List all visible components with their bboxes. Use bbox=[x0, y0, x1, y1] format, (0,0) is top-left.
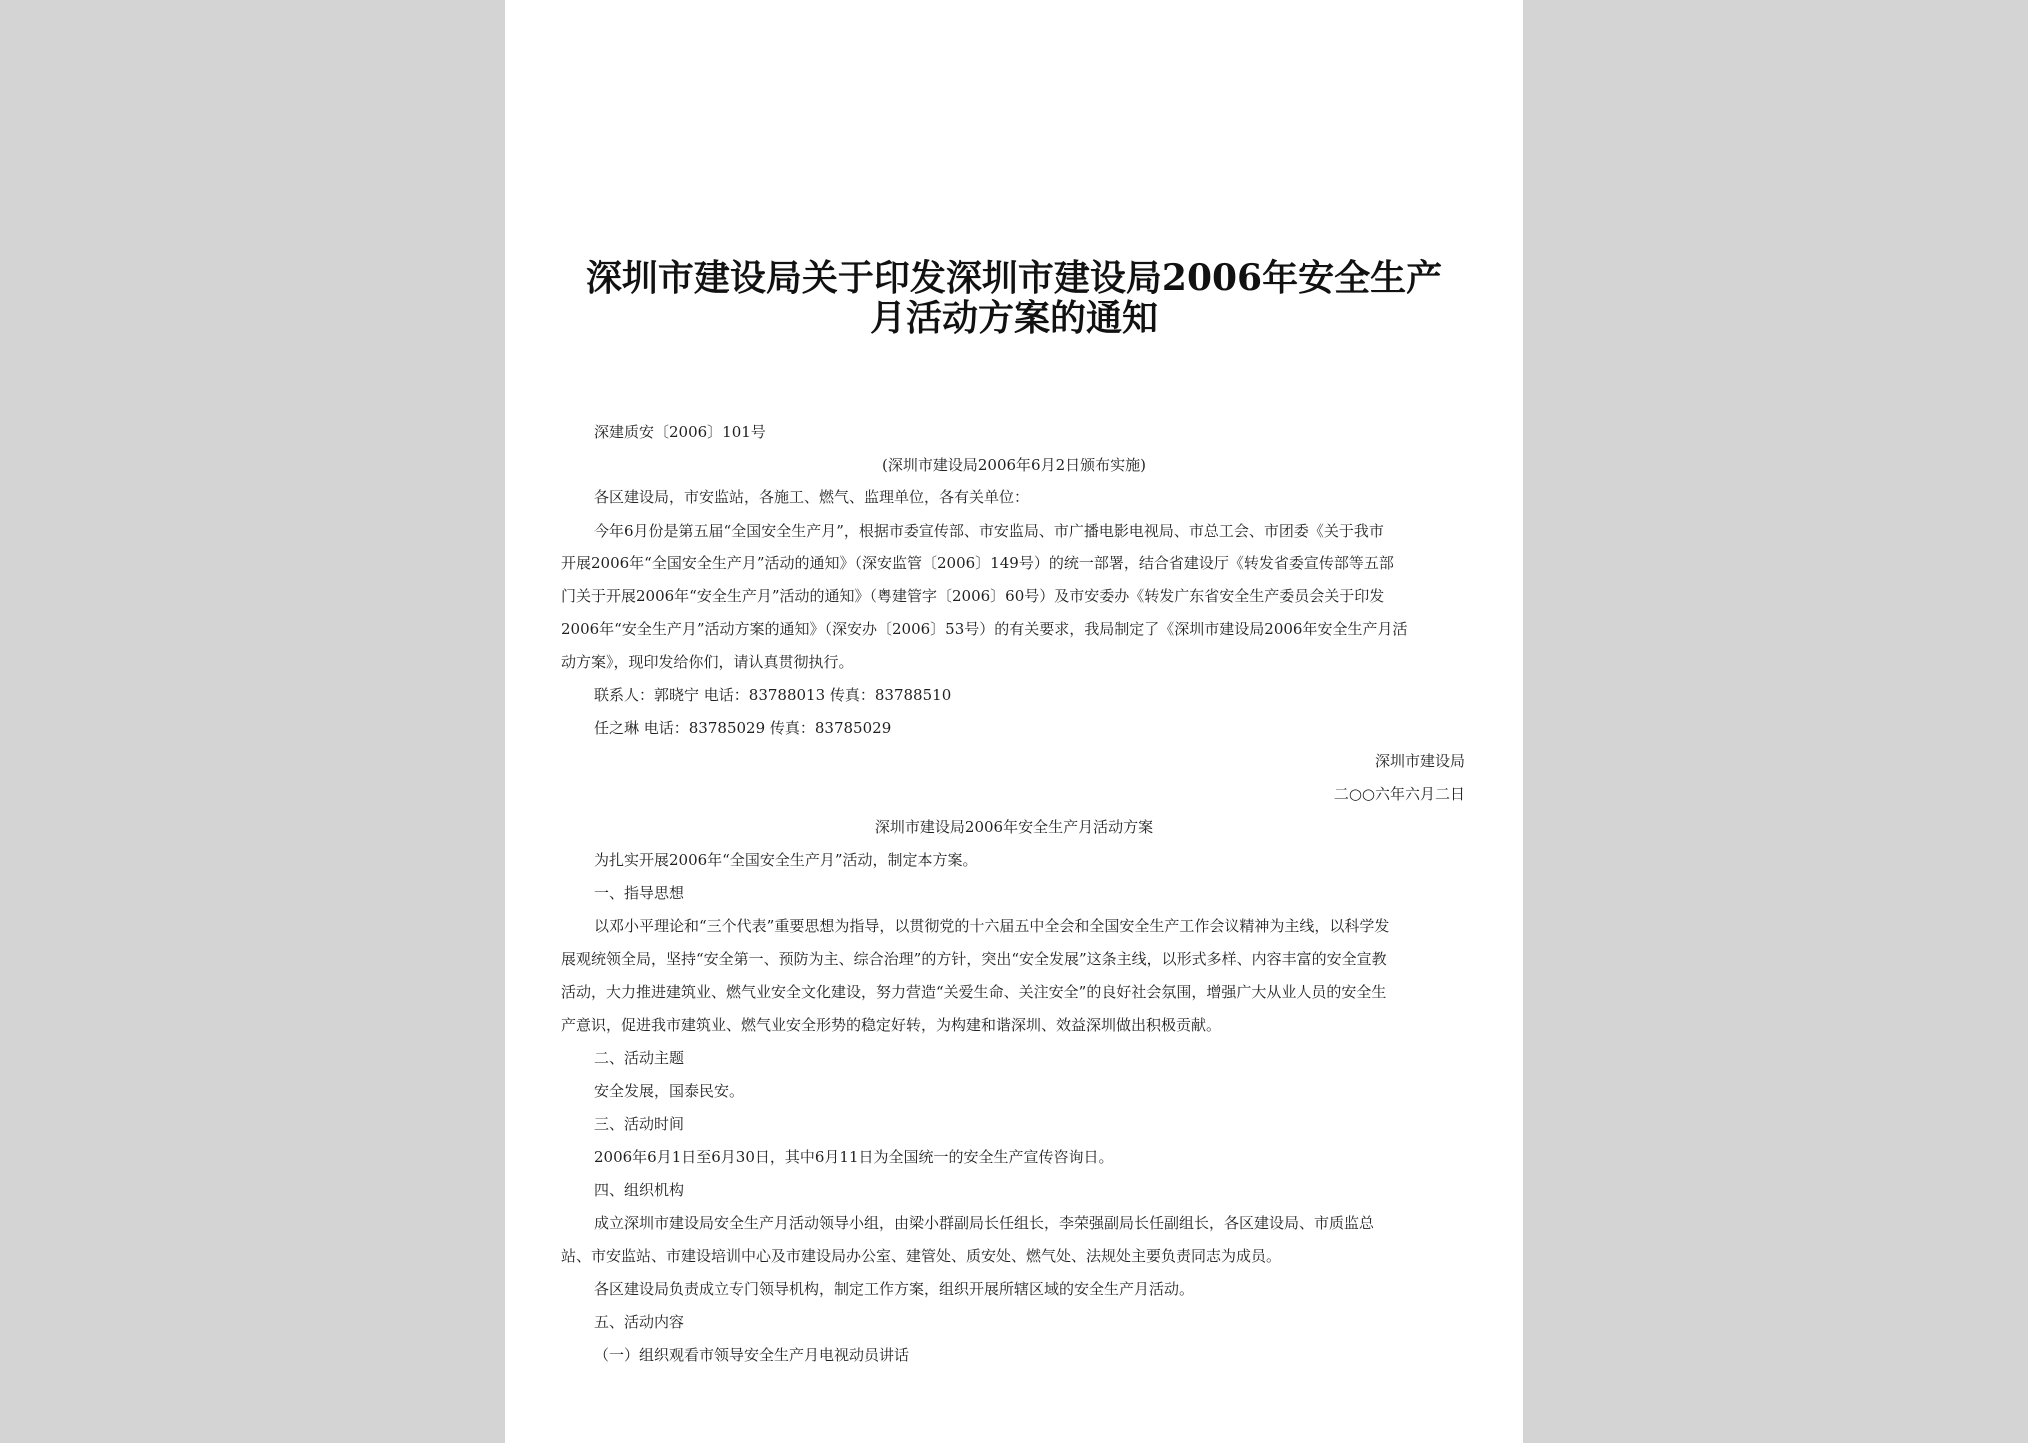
paragraph-line: 今年6月份是第五届“全国安全生产月”，根据市委宣传部、市安监局、市广播电影电视局、市总工会、市团委《关于我市 bbox=[594, 522, 1384, 540]
paragraph-line: 2006年6月1日至6月30日，其中6月11日为全国统一的安全生产宣传咨询日。 bbox=[594, 1148, 1114, 1166]
paragraph-line: 各区建设局负责成立专门领导机构，制定工作方案，组织开展所辖区域的安全生产月活动。 bbox=[594, 1280, 1195, 1298]
section-heading: 二、活动主题 bbox=[594, 1049, 685, 1067]
list-item: （一）组织观看市领导安全生产月电视动员讲话 bbox=[594, 1346, 910, 1364]
paragraph-line: 以邓小平理论和“三个代表”重要思想为指导，以贯彻党的十六届五中全会和全国安全生产工作会议精神为主线，以科学发 bbox=[594, 917, 1390, 935]
issued-note: (深圳市建设局2006年6月2日颁布实施) bbox=[882, 456, 1146, 474]
contact-line: 任之琳 电话：83785029 传真：83785029 bbox=[594, 719, 892, 737]
paragraph-line: 展观统领全局，坚持“安全第一、预防为主、综合治理”的方针，突出“安全发展”这条主线，以形式多样、内容丰富的安全宣教 bbox=[561, 950, 1387, 968]
paragraph-line: 安全发展，国泰民安。 bbox=[594, 1082, 745, 1100]
signature-organization: 深圳市建设局 bbox=[1374, 752, 1465, 770]
page-title bbox=[505, 258, 1523, 338]
section-heading: 一、指导思想 bbox=[594, 884, 685, 902]
section-heading: 四、组织机构 bbox=[594, 1181, 685, 1199]
recipients-line: 各区建设局，市安监站，各施工、燃气、监理单位，各有关单位： bbox=[594, 488, 1030, 506]
paragraph-line: 开展2006年“全国安全生产月”活动的通知》（深安监管〔2006〕149号）的统一部署，结合省建设厅《转发省委宣传部等五部 bbox=[561, 554, 1394, 572]
paragraph-line: 活动，大力推进建筑业、燃气业安全文化建设，努力营造“关爱生命、关注安全”的良好社会氛围，增强广大从业人员的安全生 bbox=[561, 983, 1387, 1001]
plan-title: 深圳市建设局2006年安全生产月活动方案 bbox=[874, 818, 1154, 836]
title-line-1: 深圳市建设局关于印发深圳市建设局2006年安全生产 bbox=[585, 257, 1443, 299]
signature-date: 二○○六年六月二日 bbox=[1333, 785, 1465, 803]
section-heading: 三、活动时间 bbox=[594, 1115, 685, 1133]
paragraph-line: 动方案》，现印发给你们，请认真贯彻执行。 bbox=[561, 653, 854, 671]
document-page bbox=[505, 0, 1523, 1443]
paragraph-line: 2006年“安全生产月”活动方案的通知》（深安办〔2006〕53号）的有关要求，我局制定了《深圳市建设局2006年安全生产月活 bbox=[561, 620, 1408, 638]
contact-line: 联系人：郭晓宁 电话：83788013 传真：83788510 bbox=[594, 686, 952, 704]
title-line-2: 月活动方案的通知 bbox=[869, 297, 1158, 339]
section-heading: 五、活动内容 bbox=[594, 1313, 685, 1331]
paragraph-line: 产意识，促进我市建筑业、燃气业安全形势的稳定好转，为构建和谐深圳、效益深圳做出积极贡献。 bbox=[561, 1016, 1222, 1034]
paragraph-line: 门关于开展2006年“安全生产月”活动的通知》（粤建管字〔2006〕60号）及市安委办《转发广东省安全生产委员会关于印发 bbox=[561, 587, 1385, 605]
plan-intro: 为扎实开展2006年“全国安全生产月”活动，制定本方案。 bbox=[594, 851, 978, 869]
paragraph-line: 成立深圳市建设局安全生产月活动领导小组，由梁小群副局长任组长，李荣强副局长任副组长，各区建设局、市质监总 bbox=[594, 1214, 1375, 1232]
paragraph-line: 站、市安监站、市建设培训中心及市建设局办公室、建管处、质安处、燃气处、法规处主要负责同志为成员。 bbox=[561, 1247, 1282, 1265]
document-number: 深建质安〔2006〕101号 bbox=[594, 423, 766, 441]
